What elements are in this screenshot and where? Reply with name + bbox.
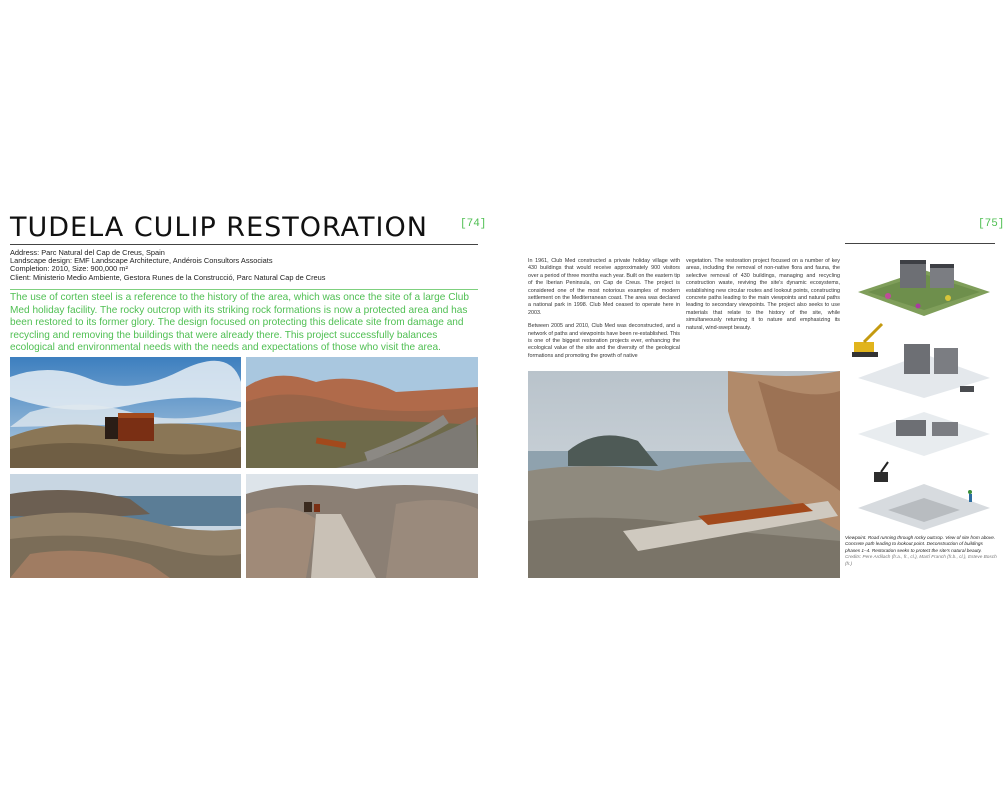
phase-diagram-4: [848, 458, 996, 532]
body-column-2: [686, 258, 840, 338]
caption-credit: Credits: Pere Ardilach (fr.a., fr., cl.), Martí Franch (fr.b., cl.), Esteve Bosch (fr.): [845, 554, 997, 566]
body-paragraph: Between 2005 and 2010, Club Med was deconstructed, and a network of paths and viewpoints have been re-established. This is one of the biggest restoration projects ever, enhancing the ecological value of the site and the diversity of the geological formations and promoting the growth of native: [528, 323, 680, 359]
body-paragraph: vegetation. The restoration project focused on a number of key areas, including the removal of non-native flora and fauna, the selective removal of 430 buildings, managing and recycling construction waste, reviving the site's dynamic ecosystems, establishing new circular routes and lookout points, constructing concrete paths leading to the main viewpoints and natural paths leading to secondary viewpoints. The project also seeks to use materials that relate to the history of the site, while simultaneously returning it to nature and emphasizing its natural, wind-swept beauty.: [686, 258, 840, 331]
meta-client: Client: Ministerio Medio Ambiente, Gestora Runes de la Construcció, Parc Natural Cap de Creus: [10, 272, 326, 282]
body-column-1: [528, 258, 680, 366]
photo-main-viewpoint: [528, 371, 840, 578]
right-header-divider: [845, 243, 995, 244]
page-number-right: [75]: [978, 218, 1004, 230]
phase-diagram-2: [848, 318, 996, 400]
photo-coastline: [10, 474, 241, 578]
intro-paragraph: The use of corten steel is a reference to the history of the area, which was once the site of a large Club Med holiday facility. The rocky outcrop with its striking rock formations is now a protected area and has been restored to its former glory. The design focused on protecting this delicate site from damage and recycling and removing the buildings that were already there. This project successfully balances ecological and environmental needs with the needs and expectations of those who visit the area.: [10, 292, 469, 354]
meta-completion: Completion: 2010, Size: 900,000 m²: [10, 264, 128, 274]
photo-road-through-rocks: [246, 357, 478, 468]
meta-address: Address: Parc Natural del Cap de Creus, Spain: [10, 248, 165, 257]
photo-concrete-path: [246, 474, 478, 578]
phase-diagram-1: [848, 246, 996, 318]
meta-landscape-design: Landscape design: EMF Landscape Architecture, Andérois Consultors Associats: [10, 256, 273, 266]
title-divider: [10, 244, 478, 245]
photo-corten-viewpoint: [10, 357, 241, 468]
page-title: TUDELA CULIP RESTORATION: [10, 212, 428, 243]
figure-caption: [845, 535, 997, 567]
project-meta: [10, 249, 325, 282]
caption-text: Viewpoint. Road running through rocky outcrop. View of site from above. Concrete path leading to lookout point. Deconstruction of buildings phases 1–4. Restoration seeks to protect the site's natural beauty.: [845, 535, 996, 553]
meta-divider: [10, 289, 478, 290]
phase-diagram-3: [848, 400, 996, 458]
body-paragraph: In 1961, Club Med constructed a private holiday village with 430 buildings that would receive approximately 900 visitors over a period of three months each year. Built on the eastern tip of the Iberian Peninsula, on Cap de Creus. The project is considered one of the most notorious examples of modern settlement on the Mediterranean coast. The area was declared a national park in 1998. Club Med ceased to operate here in 2003.: [528, 258, 680, 316]
page-number-left: [74]: [460, 218, 487, 230]
